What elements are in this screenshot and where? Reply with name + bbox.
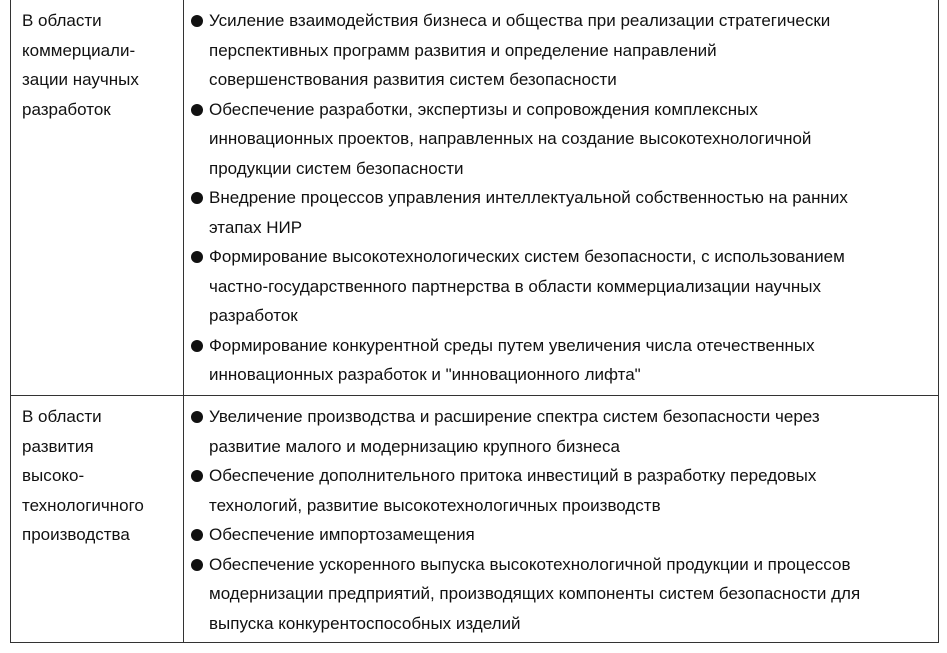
list-item [191, 331, 933, 390]
item-line: инновационных проектов, направленных на создание высокотехнологичной [209, 129, 812, 148]
item-line: выпуска конкурентоспособных изделий [209, 613, 521, 633]
area-cell [22, 402, 177, 550]
bullet-icon [191, 559, 203, 571]
area-line: производства [22, 525, 130, 544]
item-line: частно-государственного партнерства в области коммерциализации научных [209, 276, 821, 296]
item-line: совершенствования развития систем безопасности [209, 70, 617, 89]
item-line: Усиление взаимодействия бизнеса и общества при реализации стратегически [209, 11, 831, 30]
item-line: инновационных разработок и "инновационного лифта" [209, 365, 641, 384]
bullet-icon [191, 340, 203, 352]
bullet-icon [191, 411, 203, 423]
area-line: развития [22, 436, 94, 456]
item-line: Формирование высокотехнологических систем безопасности, с использованием [209, 247, 845, 266]
item-line: технологий, развитие высокотехнологичных производств [209, 495, 661, 515]
area-line: высоко- [22, 466, 85, 485]
list-item [191, 6, 933, 95]
item-line: Формирование конкурентной среды путем увеличения числа отечественных [209, 335, 815, 355]
list-item [191, 242, 933, 331]
item-line: модернизации предприятий, производящих компоненты систем безопасности для [209, 584, 861, 603]
item-line: развитие малого и модернизацию крупного бизнеса [209, 436, 620, 456]
item-line: Обеспечение импортозамещения [209, 525, 475, 544]
bullet-icon [191, 15, 203, 27]
item-line: продукции систем безопасности [209, 158, 464, 178]
item-line: разработок [209, 306, 298, 325]
bullet-icon [191, 529, 203, 541]
bullet-icon [191, 104, 203, 116]
area-line: разработок [22, 99, 111, 119]
area-line: зации научных [22, 70, 139, 89]
bullet-icon [191, 192, 203, 204]
item-line: этапах НИР [209, 217, 303, 237]
area-line: коммерциали- [22, 40, 136, 60]
column-divider [183, 0, 184, 395]
column-divider [183, 396, 184, 642]
list-item [191, 95, 933, 184]
list-item [191, 183, 933, 242]
item-line: Внедрение процессов управления интеллектуальной собственностью на ранних [209, 188, 848, 207]
item-line: Увеличение производства и расширение спектра систем безопасности через [209, 407, 820, 426]
measures-list [191, 6, 933, 390]
list-item [191, 402, 933, 461]
bullet-icon [191, 251, 203, 263]
list-item [191, 461, 933, 520]
bullet-icon [191, 470, 203, 482]
item-line: перспективных программ развития и определение направлений [209, 40, 717, 60]
area-cell [22, 6, 177, 124]
item-line: Обеспечение разработки, экспертизы и сопровождения комплексных [209, 99, 758, 119]
table-row [11, 0, 938, 396]
item-line: Обеспечение ускоренного выпуска высокотехнологичной продукции и процессов [209, 554, 851, 574]
item-line: Обеспечение дополнительного притока инвестиций в разработку передовых [209, 466, 817, 485]
area-line: В области [22, 11, 102, 30]
area-line: В области [22, 407, 102, 426]
table-row [11, 396, 938, 642]
directions-table [10, 0, 939, 643]
area-line: технологичного [22, 495, 144, 515]
list-item [191, 550, 933, 639]
measures-list [191, 402, 933, 638]
list-item [191, 520, 933, 550]
